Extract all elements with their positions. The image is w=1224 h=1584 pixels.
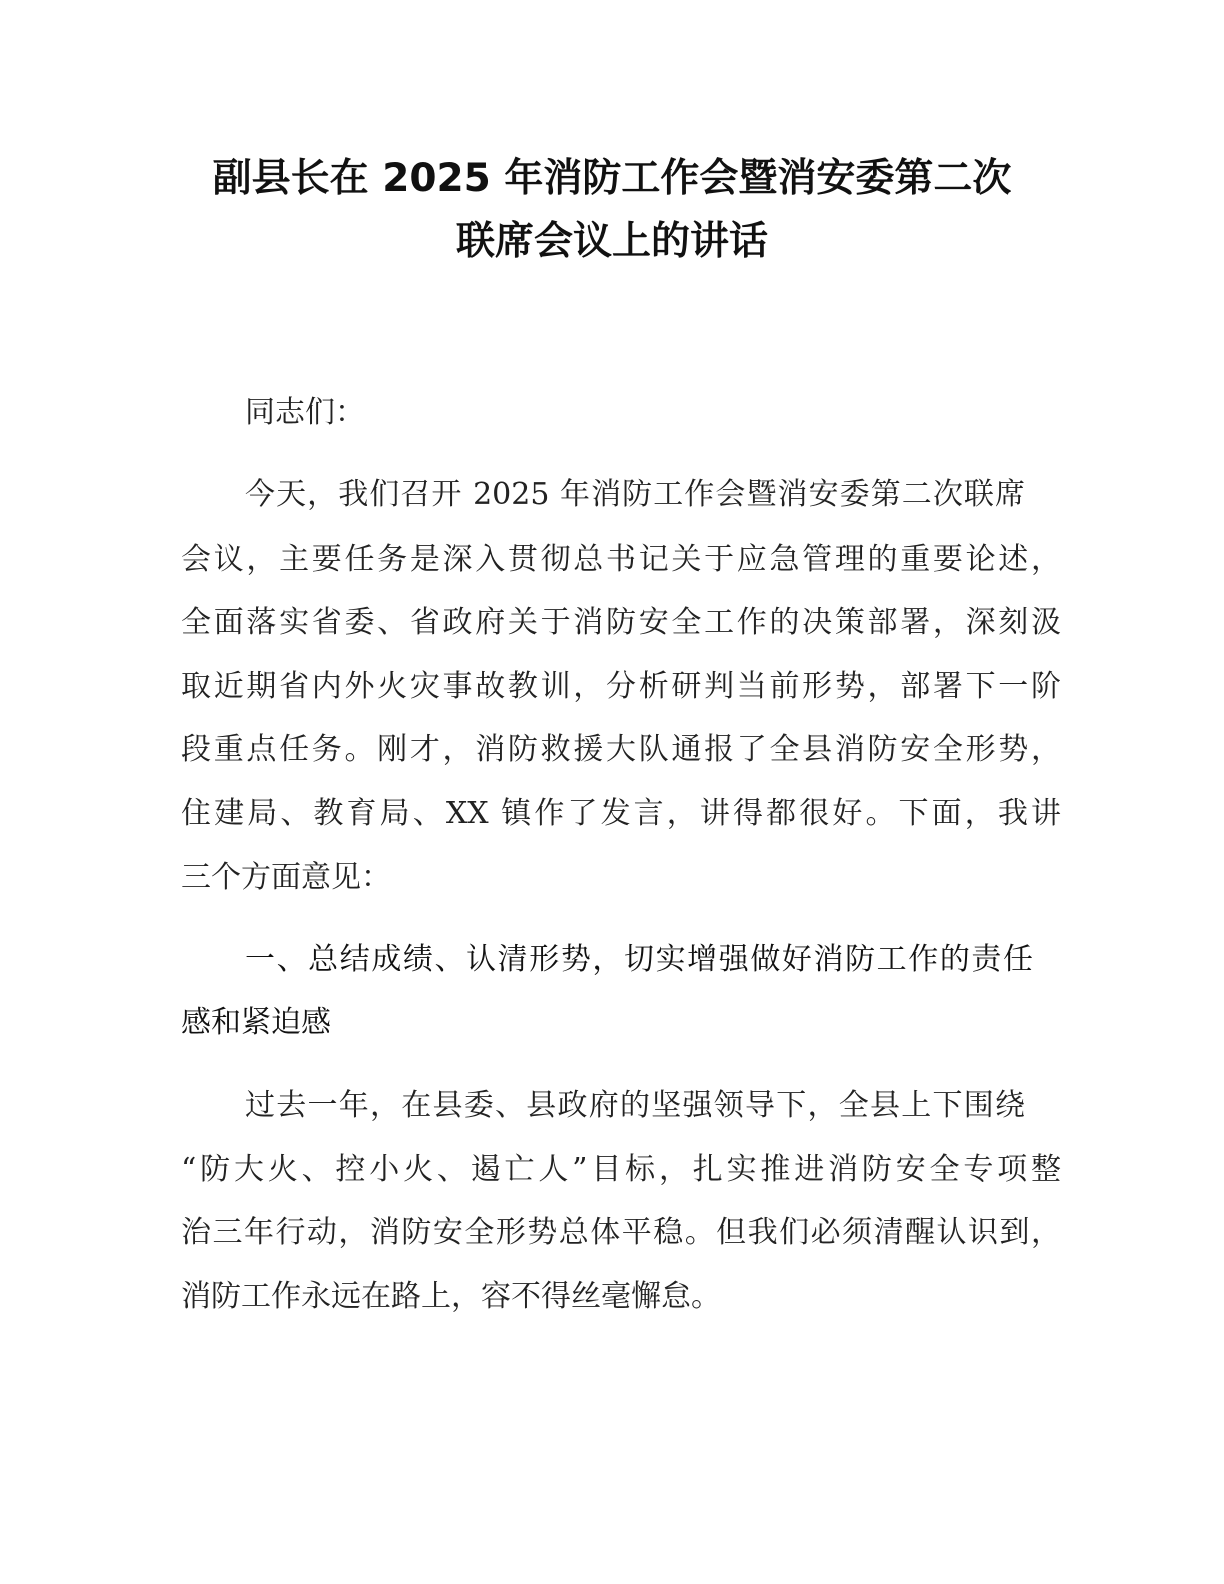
section-1-heading-line-2: 感和紧迫感	[181, 1005, 331, 1040]
paragraph-1-line-2: 会议，主要任务是深入贯彻总书记关于应急管理的重要论述，	[181, 542, 1061, 577]
paragraph-1-line-7: 三个方面意见：	[181, 860, 391, 895]
paragraph-2-line-4: 消防工作永远在路上，容不得丝毫懈怠。	[181, 1279, 721, 1314]
section-1-heading-line-1: 一、总结成绩、认清形势，切实增强做好消防工作的责任	[245, 942, 1033, 977]
document-title-line-1: 副县长在 2025 年消防工作会暨消安委第二次	[212, 156, 1012, 201]
paragraph-2-line-1: 过去一年，在县委、县政府的坚强领导下，全县上下围绕	[245, 1088, 1025, 1123]
paragraph-2-line-2: “防大火、控小火、遏亡人”目标，扎实推进消防安全专项整	[181, 1152, 1061, 1187]
paragraph-2-line-3: 治三年行动，消防安全形势总体平稳。但我们必须清醒认识到，	[181, 1215, 1061, 1250]
paragraph-1-line-6: 住建局、教育局、XX 镇作了发言，讲得都很好。下面，我讲	[181, 796, 1061, 831]
paragraph-1-line-5: 段重点任务。刚才，消防救援大队通报了全县消防安全形势，	[181, 732, 1061, 767]
salutation: 同志们：	[245, 395, 365, 430]
paragraph-1-line-3: 全面落实省委、省政府关于消防安全工作的决策部署，深刻汲	[181, 605, 1061, 640]
paragraph-1-line-1: 今天，我们召开 2025 年消防工作会暨消安委第二次联席	[245, 477, 1025, 512]
document-title-line-2: 联席会议上的讲话	[455, 219, 768, 264]
paragraph-1-line-4: 取近期省内外火灾事故教训，分析研判当前形势，部署下一阶	[181, 669, 1061, 704]
